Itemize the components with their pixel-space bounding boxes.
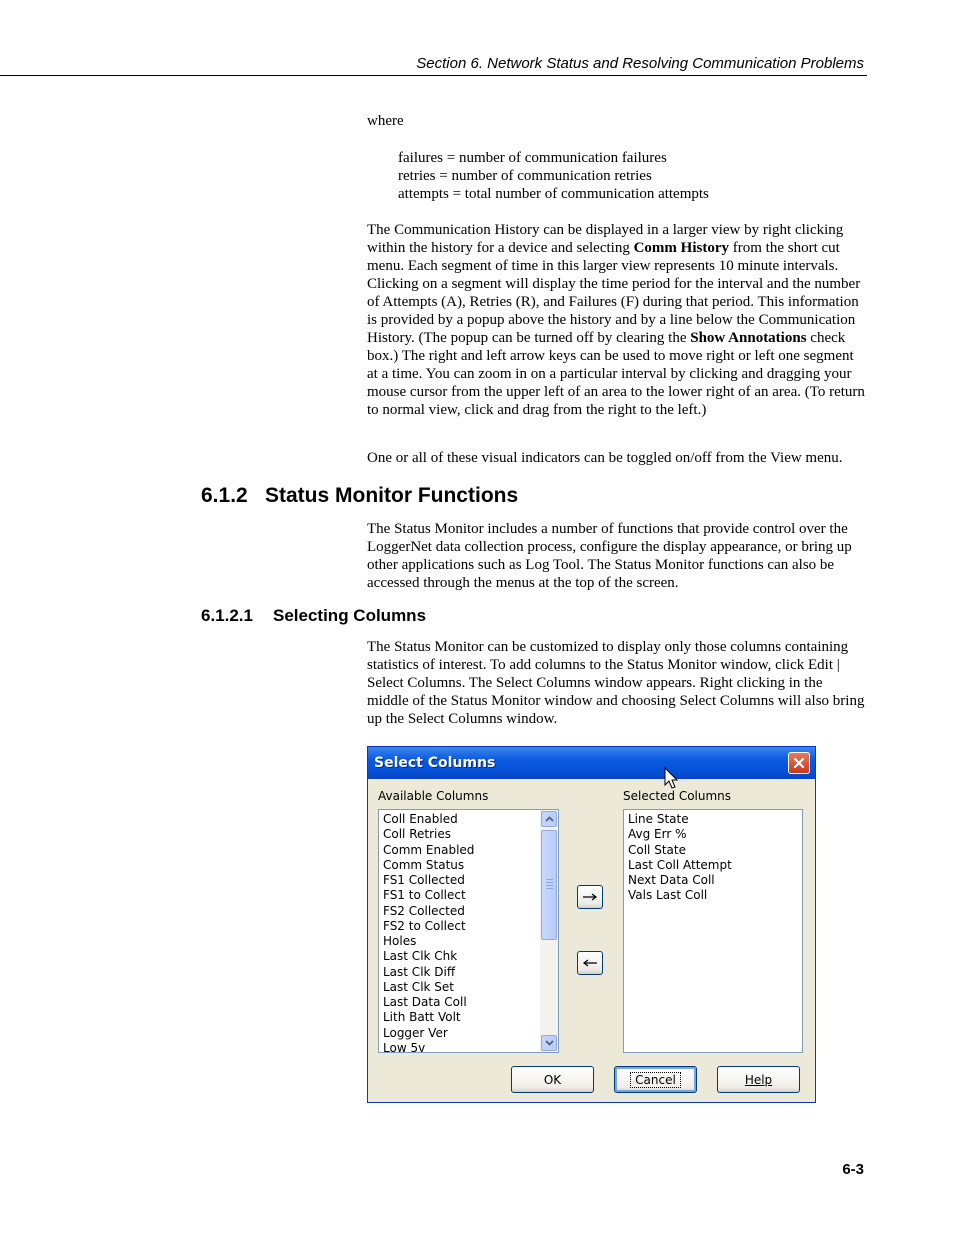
section-paragraph: The Status Monitor includes a number of functions that provide control over the LoggerNet data collection process, configure the display appearance, or bring up other applications such as Log Tool. The Status Monitor functions can also be accessed through the menus at the top of the screen.: [367, 521, 852, 591]
arrow-right-icon: [582, 893, 598, 901]
selected-column-item[interactable]: Vals Last Coll: [628, 888, 708, 903]
subsection-paragraph: The Status Monitor can be customized to display only those columns containing statistics of interest. To add columns to the Status Monitor window, click Edit | Select Columns. The Select Columns window appears. Right clicking in the middle of the Status Monitor window and choosing Select Columns will also bring up the Select Columns window.: [367, 639, 865, 727]
available-column-item[interactable]: FS2 to Collect: [383, 918, 466, 933]
available-list-scrollbar[interactable]: [540, 810, 558, 1052]
available-column-item[interactable]: Coll Enabled: [383, 812, 458, 826]
available-column-item[interactable]: Last Data Coll: [383, 995, 467, 1009]
available-column-item[interactable]: Low 5v: [383, 1040, 426, 1053]
definition-list: [398, 149, 709, 203]
selected-columns-label: Selected Columns: [623, 789, 732, 803]
available-column-item[interactable]: Lith Batt Volt: [383, 1010, 461, 1025]
available-column-item[interactable]: Logger Ver: [383, 1025, 448, 1040]
available-columns-list[interactable]: [378, 809, 559, 1053]
ok-button[interactable]: [511, 1066, 594, 1093]
selected-column-item[interactable]: Coll State: [628, 842, 686, 857]
section-heading: [201, 484, 518, 508]
help-label: Help: [744, 1072, 773, 1087]
comm-history-term: Comm History: [633, 240, 729, 256]
available-column-item[interactable]: FS2 Collected: [383, 903, 465, 918]
scroll-thumb[interactable]: [541, 830, 557, 940]
scroll-up-button[interactable]: [541, 811, 557, 827]
scroll-grip-line: [546, 882, 553, 883]
selected-column-item[interactable]: Avg Err %: [628, 827, 687, 842]
scroll-grip-line: [546, 885, 553, 886]
para1-text-1: The Communication History can be displayed in a larger view by right clicking within the history for a device and selecting: [367, 222, 844, 256]
add-column-button[interactable]: [577, 885, 603, 909]
close-button[interactable]: [788, 752, 810, 774]
subsection-title: Selecting Columns: [273, 606, 427, 625]
available-columns-items: [383, 812, 474, 1053]
selected-column-item[interactable]: Line State: [628, 812, 689, 826]
definition-failures: failures = number of communication failures: [398, 150, 667, 166]
page-number: 6-3: [842, 1161, 864, 1178]
where-text: where: [367, 113, 404, 129]
scroll-grip-line: [546, 888, 553, 889]
subsection-heading: [201, 606, 426, 626]
section-number: 6.1.2: [201, 484, 248, 507]
arrow-left-icon: [582, 959, 598, 967]
available-column-item[interactable]: FS1 Collected: [383, 873, 465, 887]
selected-column-item[interactable]: Last Coll Attempt: [628, 857, 732, 872]
chevron-up-icon: [545, 816, 554, 822]
scroll-grip-line: [546, 879, 553, 880]
available-column-item[interactable]: Last Clk Diff: [383, 964, 456, 979]
close-icon: [793, 757, 805, 769]
available-column-item[interactable]: Coll Retries: [383, 827, 451, 842]
dialog-title: Select Columns: [374, 755, 496, 771]
help-button[interactable]: [717, 1066, 800, 1093]
remove-column-button[interactable]: [577, 951, 603, 975]
header-rule: [0, 75, 867, 76]
subsection-number: 6.1.2.1: [201, 606, 253, 625]
available-column-item[interactable]: Comm Enabled: [383, 842, 475, 857]
para1-text-3: check box.) The right and left arrow keys can be used to move right or left one segment at a time. You can zoom in on a particular interval by clicking and dragging your mouse cursor from the upper left of an area to the lower right of an area. (To return to normal view, click and drag from the right to the left.): [367, 330, 865, 418]
comm-history-paragraph: [367, 221, 867, 419]
visual-indicators-paragraph: One or all of these visual indicators can be toggled on/off from the View menu.: [367, 450, 843, 466]
selected-column-item[interactable]: Next Data Coll: [628, 873, 715, 887]
selected-columns-items: [628, 812, 732, 904]
section-title: Status Monitor Functions: [265, 484, 519, 507]
available-column-item[interactable]: Holes: [383, 934, 417, 948]
selected-columns-list[interactable]: [623, 809, 803, 1053]
cancel-button[interactable]: [614, 1066, 697, 1093]
available-column-item[interactable]: FS1 to Collect: [383, 888, 466, 903]
cancel-label: Cancel: [630, 1072, 681, 1088]
ok-label: OK: [543, 1072, 562, 1087]
definition-retries: retries = number of communication retries: [398, 168, 652, 184]
available-column-item[interactable]: Last Clk Set: [383, 979, 454, 994]
chevron-down-icon: [545, 1040, 554, 1046]
scroll-down-button[interactable]: [541, 1035, 557, 1051]
dialog-titlebar[interactable]: [368, 747, 815, 779]
definition-attempts: attempts = total number of communication attempts: [398, 186, 709, 202]
available-columns-label: Available Columns: [378, 789, 489, 803]
show-annotations-term: Show Annotations: [690, 330, 807, 346]
available-column-item[interactable]: Last Clk Chk: [383, 949, 458, 964]
para1-text-2: from the short cut menu. Each segment of time in this larger view represents 10 minute intervals. Clicking on a segment will display the time period for the interval and the number of Attempts (A), Retries (R), and Failures (F) during that period. This information is provided by a popup above the history and by a line below the Communication History. (The popup can be turned off by clearing the: [367, 240, 861, 346]
running-header: Section 6. Network Status and Resolving Communication Problems: [416, 55, 864, 72]
select-columns-dialog: [367, 746, 816, 1103]
available-column-item[interactable]: Comm Status: [383, 857, 465, 872]
mouse-pointer-icon: [664, 767, 680, 791]
